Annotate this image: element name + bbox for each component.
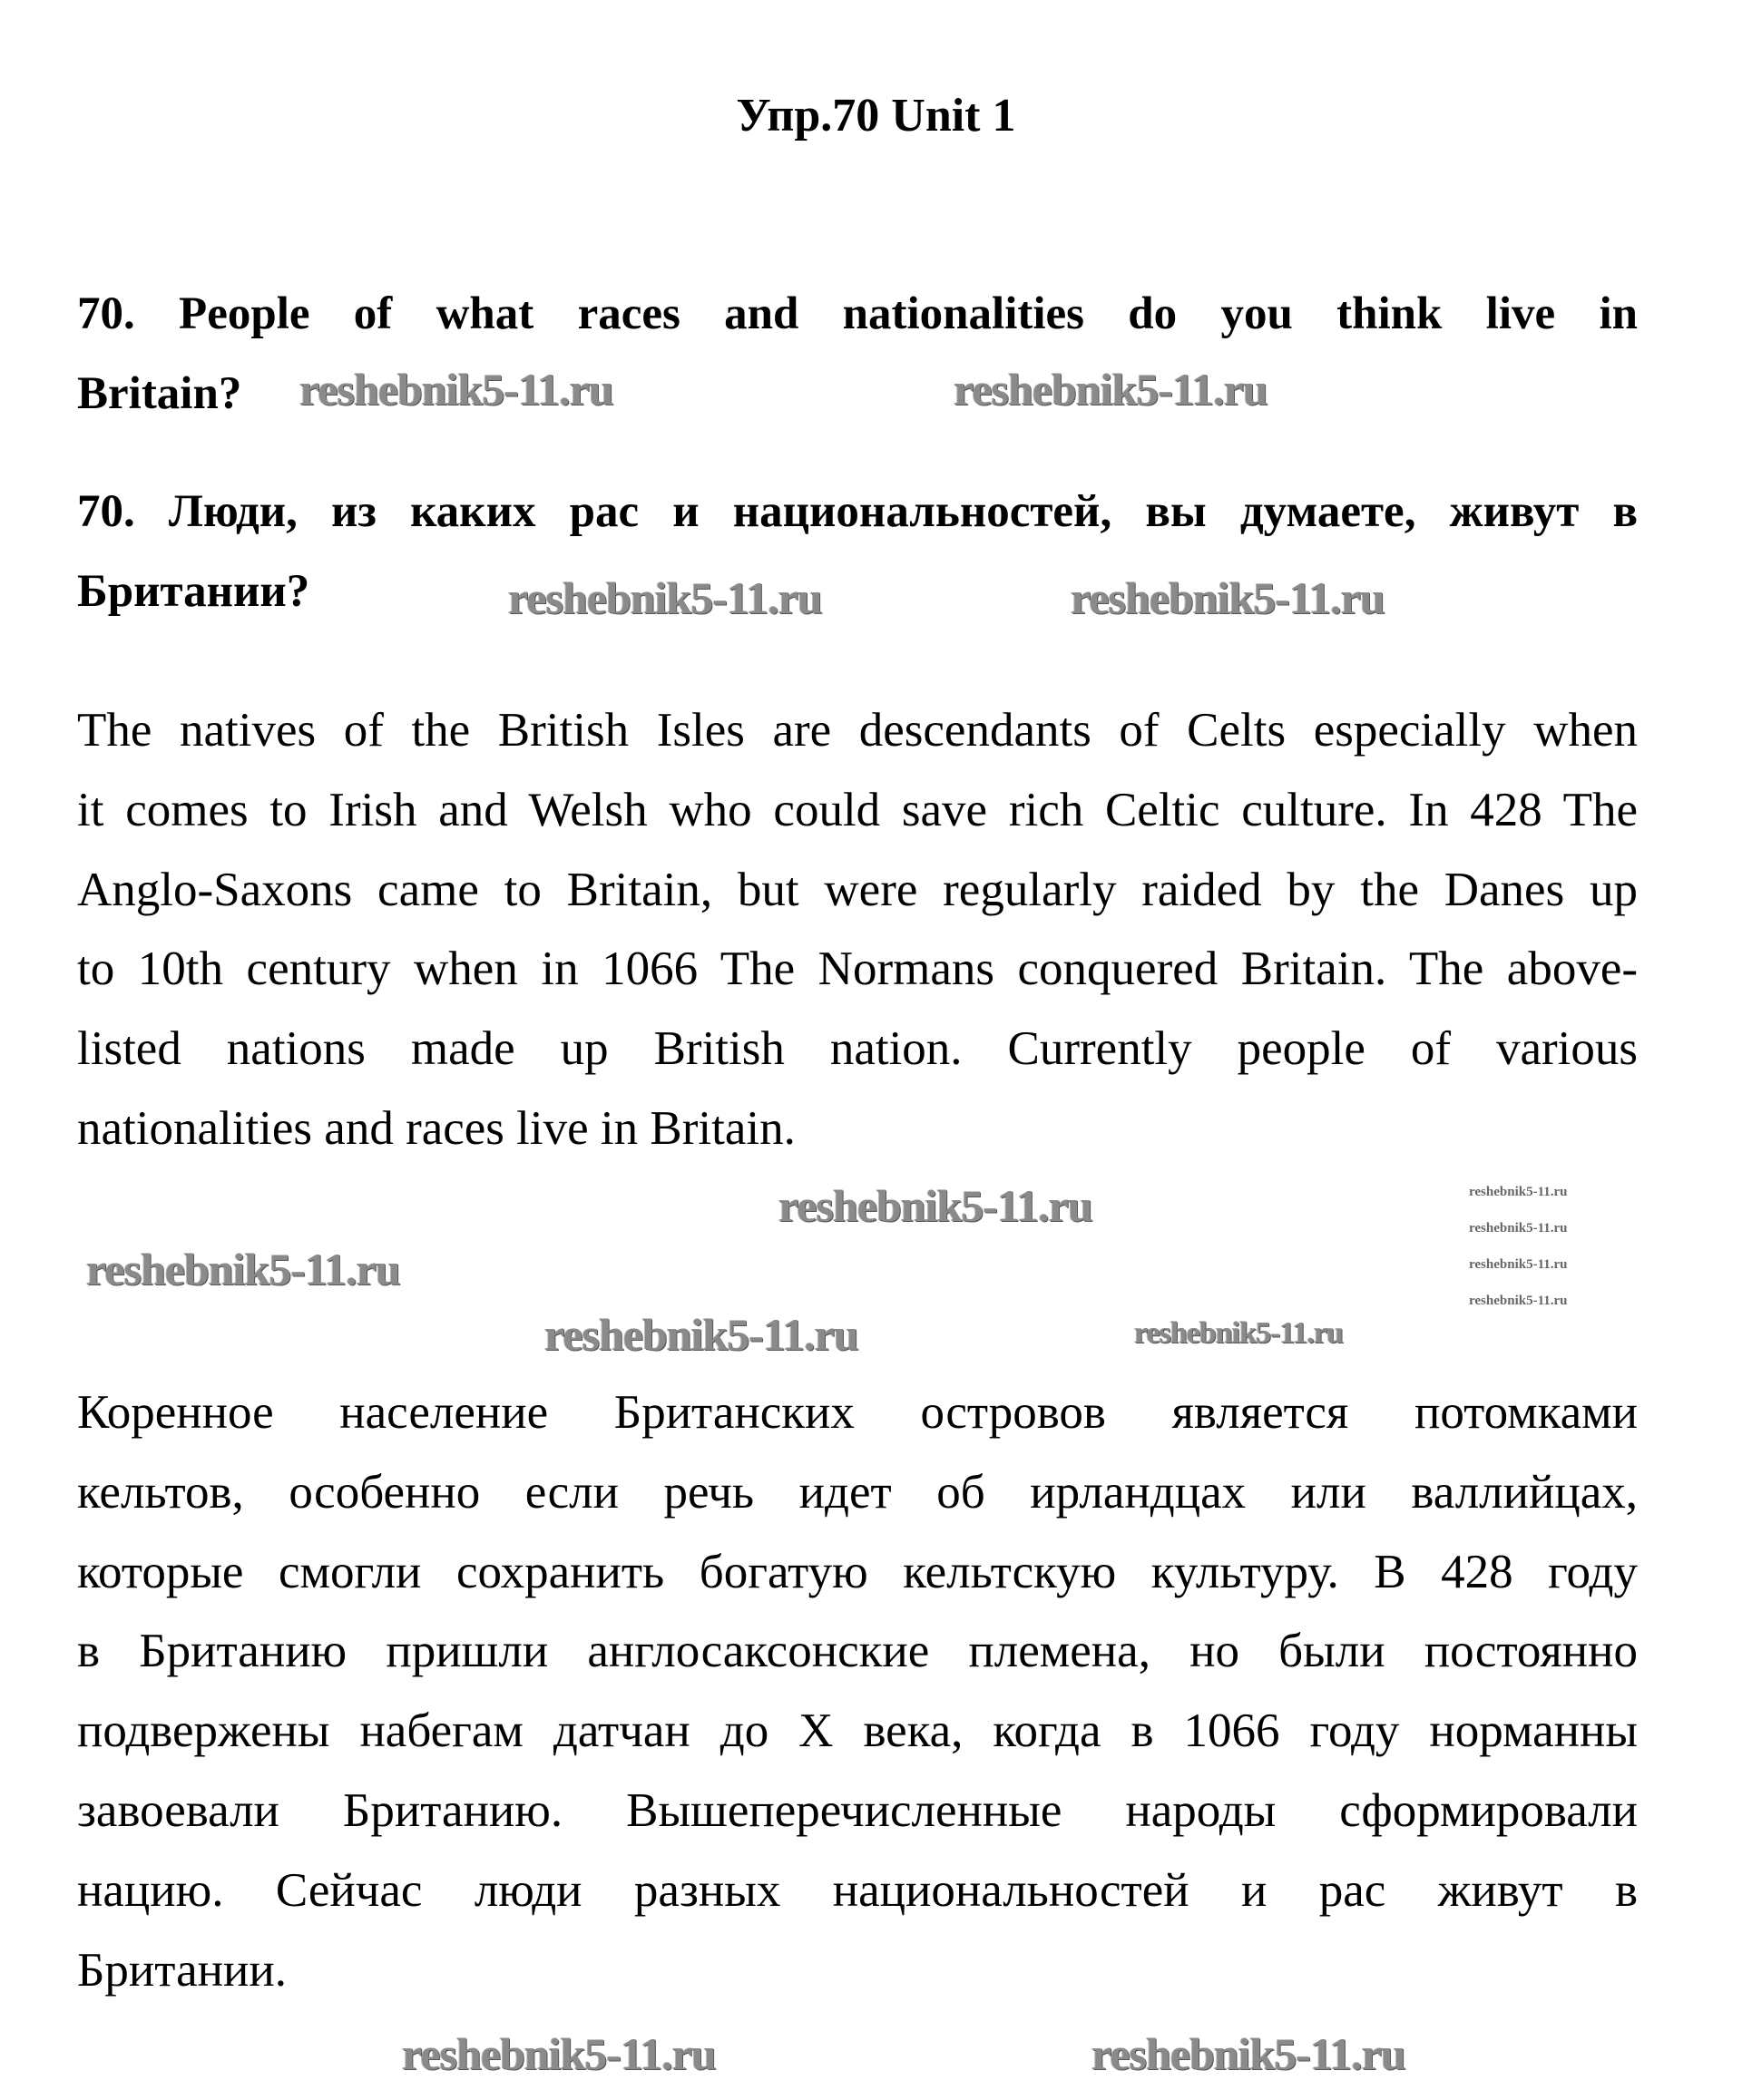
watermark: reshebnik5-11.ru <box>954 364 1268 415</box>
answer-english <box>77 691 1638 1169</box>
answer-line: it comes to Irish and Welsh who could save rich Celtic culture. In 428 The <box>77 783 1638 836</box>
answer-line: nationalities and races live in Britain. <box>77 1101 796 1155</box>
watermark: reshebnik5-11.ru <box>1134 1316 1343 1350</box>
answer-line: нацию. Сейчас люди разных национальностей и рас живут в <box>77 1863 1638 1917</box>
answer-line: Британии. <box>77 1943 287 1997</box>
watermark: reshebnik5-11.ru <box>1469 1221 1568 1236</box>
answer-line: Anglo-Saxons came to Britain, but were regularly raided by the Danes up <box>77 863 1638 916</box>
question-line: Британии? <box>77 565 310 617</box>
watermark: reshebnik5-11.ru <box>544 1309 858 1360</box>
watermark: reshebnik5-11.ru <box>1091 2028 1405 2079</box>
watermark: reshebnik5-11.ru <box>1469 1185 1568 1199</box>
watermark: reshebnik5-11.ru <box>402 2028 716 2079</box>
answer-line: в Британию пришли англосаксонские племена, но были постоянно <box>77 1625 1638 1678</box>
question-russian <box>77 472 1638 631</box>
answer-line: которые смогли сохранить богатую кельтскую культуру. В 428 году <box>77 1545 1638 1598</box>
answer-russian <box>77 1373 1638 2010</box>
watermark: reshebnik5-11.ru <box>299 364 613 415</box>
watermark: reshebnik5-11.ru <box>508 572 822 623</box>
answer-line: кельтов, особенно если речь идет об ирландцах или валлийцах, <box>77 1465 1638 1519</box>
watermark: reshebnik5-11.ru <box>1469 1257 1568 1272</box>
answer-line: Коренное население Британских островов является потомками <box>77 1386 1638 1439</box>
watermark: reshebnik5-11.ru <box>778 1180 1092 1231</box>
watermark: reshebnik5-11.ru <box>1469 1294 1568 1308</box>
watermark: reshebnik5-11.ru <box>86 1244 400 1294</box>
answer-line: listed nations made up British nation. Currently people of various <box>77 1022 1638 1076</box>
watermark: reshebnik5-11.ru <box>1071 572 1385 623</box>
question-line: 70. Люди, из каких рас и национальностей, вы думаете, живут в <box>77 486 1638 537</box>
question-line: Britain? <box>77 367 242 419</box>
answer-line: подвержены набегам датчан до X века, когда в 1066 году норманны <box>77 1704 1638 1758</box>
question-line: 70. People of what races and nationalities do you think live in <box>77 288 1638 339</box>
answer-line: to 10th century when in 1066 The Normans conquered Britain. The above- <box>77 943 1638 996</box>
page-title: Упр.70 Unit 1 <box>736 90 1016 142</box>
answer-line: The natives of the British Isles are descendants of Celts especially when <box>77 704 1638 757</box>
answer-line: завоевали Британию. Вышеперечисленные народы сформировали <box>77 1783 1638 1837</box>
